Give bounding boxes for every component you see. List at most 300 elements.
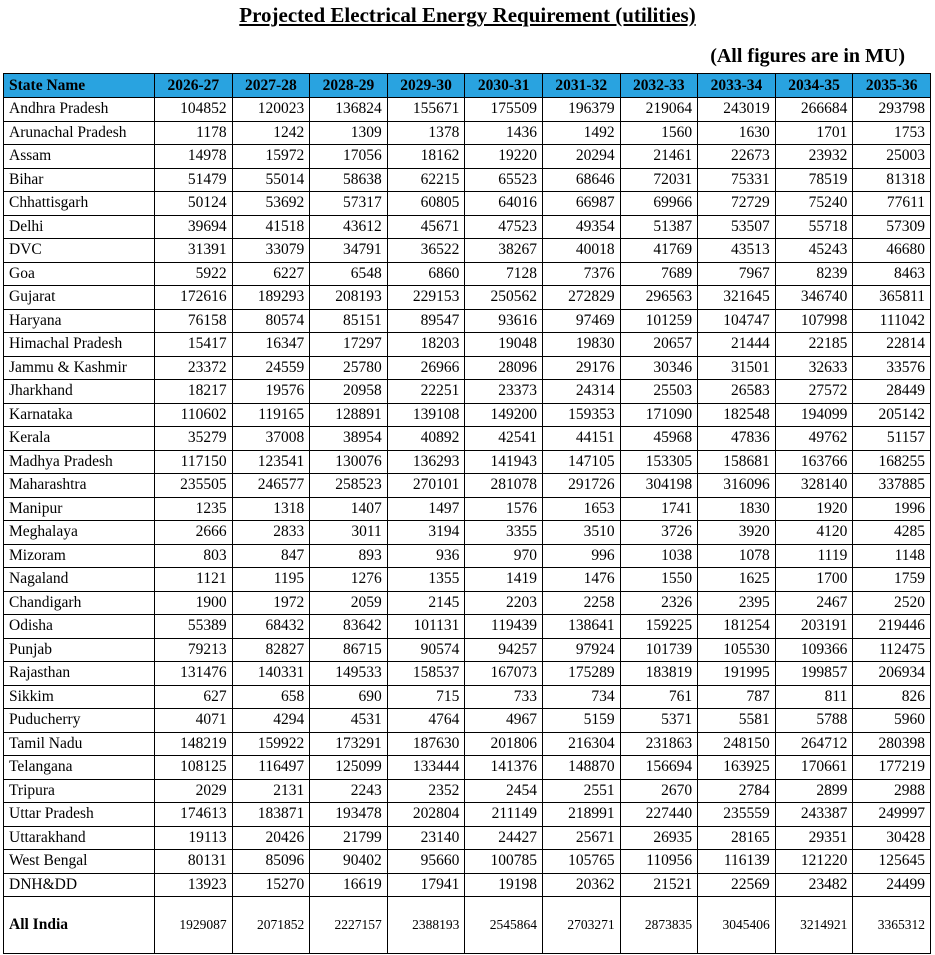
value-cell: 175289 [542,662,620,686]
value-cell: 136824 [310,98,388,122]
value-cell: 81318 [853,168,931,192]
value-cell: 158537 [387,662,465,686]
value-cell: 55014 [232,168,310,192]
value-cell: 715 [387,685,465,709]
value-cell: 328140 [775,474,853,498]
table-row [4,215,931,239]
value-cell: 182548 [698,403,776,427]
state-name-cell: Karnataka [4,403,155,427]
value-cell: 2703271 [542,897,620,954]
value-cell: 80574 [232,309,310,333]
value-cell: 47523 [465,215,543,239]
header-row [4,74,931,98]
value-cell: 321645 [698,286,776,310]
state-name-cell: Himachal Pradesh [4,333,155,357]
value-cell: 168255 [853,450,931,474]
value-cell: 45968 [620,427,698,451]
value-cell: 97924 [542,638,620,662]
state-name-cell: Kerala [4,427,155,451]
value-cell: 219446 [853,615,931,639]
value-cell: 120023 [232,98,310,122]
value-cell: 235505 [155,474,233,498]
value-cell: 100785 [465,850,543,874]
value-cell: 1929087 [155,897,233,954]
value-cell: 28449 [853,380,931,404]
value-cell: 2988 [853,779,931,803]
value-cell: 219064 [620,98,698,122]
value-cell: 51387 [620,215,698,239]
value-cell: 153305 [620,450,698,474]
value-cell: 1419 [465,568,543,592]
value-cell: 104747 [698,309,776,333]
value-cell: 761 [620,685,698,709]
value-cell: 2059 [310,591,388,615]
state-name-cell: Jammu & Kashmir [4,356,155,380]
state-name-cell: DNH&DD [4,873,155,897]
value-cell: 23373 [465,380,543,404]
table-body [4,98,931,954]
value-cell: 1700 [775,568,853,592]
value-cell: 8463 [853,262,931,286]
value-cell: 16347 [232,333,310,357]
value-cell: 148219 [155,732,233,756]
value-cell: 4531 [310,709,388,733]
value-cell: 141376 [465,756,543,780]
value-cell: 69966 [620,192,698,216]
value-cell: 1741 [620,497,698,521]
value-cell: 1407 [310,497,388,521]
value-cell: 111042 [853,309,931,333]
state-name-cell: Maharashtra [4,474,155,498]
table-row [4,380,931,404]
column-header: 2027-28 [232,74,310,98]
value-cell: 1920 [775,497,853,521]
value-cell: 1148 [853,544,931,568]
value-cell: 2243 [310,779,388,803]
value-cell: 183871 [232,803,310,827]
table-row [4,450,931,474]
value-cell: 112475 [853,638,931,662]
value-cell: 202804 [387,803,465,827]
value-cell: 110956 [620,850,698,874]
value-cell: 79213 [155,638,233,662]
value-cell: 24499 [853,873,931,897]
value-cell: 5922 [155,262,233,286]
energy-requirement-table [3,73,931,954]
state-name-cell: Tripura [4,779,155,803]
value-cell: 4967 [465,709,543,733]
value-cell: 187630 [387,732,465,756]
table-row [4,333,931,357]
state-name-cell: Delhi [4,215,155,239]
value-cell: 803 [155,544,233,568]
value-cell: 93616 [465,309,543,333]
value-cell: 167073 [465,662,543,686]
state-name-cell: Bihar [4,168,155,192]
value-cell: 1178 [155,121,233,145]
value-cell: 148870 [542,756,620,780]
value-cell: 89547 [387,309,465,333]
state-name-cell: Odisha [4,615,155,639]
value-cell: 27572 [775,380,853,404]
table-row [4,873,931,897]
value-cell: 19113 [155,826,233,850]
value-cell: 80131 [155,850,233,874]
column-header: 2034-35 [775,74,853,98]
value-cell: 45671 [387,215,465,239]
value-cell: 7967 [698,262,776,286]
table-row [4,474,931,498]
value-cell: 110602 [155,403,233,427]
value-cell: 1309 [310,121,388,145]
value-cell: 105530 [698,638,776,662]
value-cell: 3355 [465,521,543,545]
value-cell: 33576 [853,356,931,380]
value-cell: 183819 [620,662,698,686]
value-cell: 20362 [542,873,620,897]
value-cell: 138641 [542,615,620,639]
value-cell: 128891 [310,403,388,427]
value-cell: 23482 [775,873,853,897]
value-cell: 125099 [310,756,388,780]
value-cell: 6548 [310,262,388,286]
value-cell: 1576 [465,497,543,521]
value-cell: 85151 [310,309,388,333]
value-cell: 229153 [387,286,465,310]
table-row [4,662,931,686]
value-cell: 205142 [853,403,931,427]
table-row [4,709,931,733]
value-cell: 26935 [620,826,698,850]
table-row [4,309,931,333]
value-cell: 2145 [387,591,465,615]
state-name-cell: Arunachal Pradesh [4,121,155,145]
value-cell: 3920 [698,521,776,545]
value-cell: 119165 [232,403,310,427]
value-cell: 21444 [698,333,776,357]
value-cell: 105765 [542,850,620,874]
value-cell: 248150 [698,732,776,756]
value-cell: 196379 [542,98,620,122]
state-name-cell: Nagaland [4,568,155,592]
value-cell: 177219 [853,756,931,780]
value-cell: 2326 [620,591,698,615]
value-cell: 8239 [775,262,853,286]
value-cell: 44151 [542,427,620,451]
value-cell: 1276 [310,568,388,592]
state-name-cell: Andhra Pradesh [4,98,155,122]
value-cell: 243019 [698,98,776,122]
value-cell: 787 [698,685,776,709]
state-name-cell: Telangana [4,756,155,780]
value-cell: 22814 [853,333,931,357]
value-cell: 95660 [387,850,465,874]
table-row [4,168,931,192]
value-cell: 1560 [620,121,698,145]
value-cell: 32633 [775,356,853,380]
value-cell: 2467 [775,591,853,615]
value-cell: 17297 [310,333,388,357]
state-name-cell: Goa [4,262,155,286]
value-cell: 21799 [310,826,388,850]
value-cell: 130076 [310,450,388,474]
value-cell: 20657 [620,333,698,357]
value-cell: 1625 [698,568,776,592]
value-cell: 270101 [387,474,465,498]
value-cell: 131476 [155,662,233,686]
value-cell: 40892 [387,427,465,451]
value-cell: 57309 [853,215,931,239]
table-row [4,262,931,286]
value-cell: 15417 [155,333,233,357]
value-cell: 72031 [620,168,698,192]
value-cell: 116497 [232,756,310,780]
value-cell: 826 [853,685,931,709]
table-row [4,568,931,592]
value-cell: 43612 [310,215,388,239]
value-cell: 19048 [465,333,543,357]
table-row [4,850,931,874]
table-row [4,803,931,827]
value-cell: 62215 [387,168,465,192]
value-cell: 264712 [775,732,853,756]
value-cell: 82827 [232,638,310,662]
value-cell: 55389 [155,615,233,639]
value-cell: 218991 [542,803,620,827]
state-name-cell: Sikkim [4,685,155,709]
state-name-cell: Haryana [4,309,155,333]
state-name-cell: Manipur [4,497,155,521]
value-cell: 90574 [387,638,465,662]
value-cell: 75240 [775,192,853,216]
value-cell: 36522 [387,239,465,263]
value-cell: 1972 [232,591,310,615]
value-cell: 25503 [620,380,698,404]
value-cell: 60805 [387,192,465,216]
state-name-cell: DVC [4,239,155,263]
value-cell: 690 [310,685,388,709]
state-name-cell: Punjab [4,638,155,662]
value-cell: 893 [310,544,388,568]
value-cell: 2029 [155,779,233,803]
value-cell: 996 [542,544,620,568]
value-cell: 22673 [698,145,776,169]
value-cell: 4294 [232,709,310,733]
value-cell: 26583 [698,380,776,404]
value-cell: 121220 [775,850,853,874]
value-cell: 107998 [775,309,853,333]
value-cell: 57317 [310,192,388,216]
table-row [4,98,931,122]
table-row [4,685,931,709]
value-cell: 2545864 [465,897,543,954]
table-row [4,427,931,451]
value-cell: 171090 [620,403,698,427]
value-cell: 158681 [698,450,776,474]
value-cell: 159225 [620,615,698,639]
value-cell: 141943 [465,450,543,474]
table-row [4,732,931,756]
value-cell: 147105 [542,450,620,474]
value-cell: 38954 [310,427,388,451]
value-cell: 1119 [775,544,853,568]
value-cell: 24427 [465,826,543,850]
value-cell: 5371 [620,709,698,733]
value-cell: 97469 [542,309,620,333]
column-header: 2029-30 [387,74,465,98]
table-row [4,779,931,803]
value-cell: 116139 [698,850,776,874]
value-cell: 3011 [310,521,388,545]
value-cell: 51479 [155,168,233,192]
value-cell: 25003 [853,145,931,169]
value-cell: 3214921 [775,897,853,954]
value-cell: 55718 [775,215,853,239]
table-row [4,356,931,380]
value-cell: 2203 [465,591,543,615]
value-cell: 6860 [387,262,465,286]
value-cell: 24314 [542,380,620,404]
value-cell: 20294 [542,145,620,169]
value-cell: 101739 [620,638,698,662]
value-cell: 3365312 [853,897,931,954]
value-cell: 125645 [853,850,931,874]
state-name-cell: Madhya Pradesh [4,450,155,474]
value-cell: 7689 [620,262,698,286]
value-cell: 243387 [775,803,853,827]
column-header: State Name [4,74,155,98]
state-name-cell: Puducherry [4,709,155,733]
value-cell: 68646 [542,168,620,192]
state-name-cell: Meghalaya [4,521,155,545]
table-row [4,544,931,568]
state-name-cell: Mizoram [4,544,155,568]
value-cell: 1355 [387,568,465,592]
state-name-cell: Rajasthan [4,662,155,686]
state-name-cell: West Bengal [4,850,155,874]
value-cell: 76158 [155,309,233,333]
state-name-cell: Gujarat [4,286,155,310]
value-cell: 281078 [465,474,543,498]
value-cell: 246577 [232,474,310,498]
value-cell: 172616 [155,286,233,310]
value-cell: 291726 [542,474,620,498]
value-cell: 296563 [620,286,698,310]
value-cell: 65523 [465,168,543,192]
value-cell: 1630 [698,121,776,145]
value-cell: 139108 [387,403,465,427]
value-cell: 1436 [465,121,543,145]
table-row [4,756,931,780]
table-row [4,239,931,263]
value-cell: 21521 [620,873,698,897]
value-cell: 26966 [387,356,465,380]
value-cell: 258523 [310,474,388,498]
value-cell: 1900 [155,591,233,615]
value-cell: 21461 [620,145,698,169]
value-cell: 159922 [232,732,310,756]
value-cell: 293798 [853,98,931,122]
value-cell: 25671 [542,826,620,850]
value-cell: 1830 [698,497,776,521]
value-cell: 18203 [387,333,465,357]
value-cell: 119439 [465,615,543,639]
value-cell: 31391 [155,239,233,263]
value-cell: 90402 [310,850,388,874]
value-cell: 163766 [775,450,853,474]
value-cell: 14978 [155,145,233,169]
table-row [4,403,931,427]
value-cell: 83642 [310,615,388,639]
value-cell: 1497 [387,497,465,521]
value-cell: 19198 [465,873,543,897]
value-cell: 211149 [465,803,543,827]
value-cell: 266684 [775,98,853,122]
value-cell: 43513 [698,239,776,263]
value-cell: 2258 [542,591,620,615]
table-row [4,192,931,216]
state-name-cell: Jharkhand [4,380,155,404]
value-cell: 1318 [232,497,310,521]
value-cell: 101259 [620,309,698,333]
value-cell: 272829 [542,286,620,310]
value-cell: 41518 [232,215,310,239]
value-cell: 6227 [232,262,310,286]
table-row [4,826,931,850]
value-cell: 658 [232,685,310,709]
state-name-cell: Uttar Pradesh [4,803,155,827]
value-cell: 20426 [232,826,310,850]
value-cell: 4071 [155,709,233,733]
table-row [4,286,931,310]
value-cell: 149200 [465,403,543,427]
value-cell: 156694 [620,756,698,780]
value-cell: 5788 [775,709,853,733]
value-cell: 1476 [542,568,620,592]
value-cell: 2666 [155,521,233,545]
value-cell: 15972 [232,145,310,169]
value-cell: 206934 [853,662,931,686]
value-cell: 23932 [775,145,853,169]
value-cell: 40018 [542,239,620,263]
value-cell: 155671 [387,98,465,122]
value-cell: 3194 [387,521,465,545]
value-cell: 249997 [853,803,931,827]
value-cell: 201806 [465,732,543,756]
value-cell: 30346 [620,356,698,380]
value-cell: 140331 [232,662,310,686]
value-cell: 22569 [698,873,776,897]
value-cell: 203191 [775,615,853,639]
value-cell: 2670 [620,779,698,803]
value-cell: 970 [465,544,543,568]
value-cell: 58638 [310,168,388,192]
value-cell: 50124 [155,192,233,216]
value-cell: 1753 [853,121,931,145]
value-cell: 1242 [232,121,310,145]
value-cell: 1759 [853,568,931,592]
state-name-cell: All India [4,897,155,954]
value-cell: 174613 [155,803,233,827]
value-cell: 2520 [853,591,931,615]
value-cell: 22185 [775,333,853,357]
value-cell: 72729 [698,192,776,216]
value-cell: 3045406 [698,897,776,954]
value-cell: 847 [232,544,310,568]
value-cell: 2899 [775,779,853,803]
value-cell: 78519 [775,168,853,192]
value-cell: 45243 [775,239,853,263]
